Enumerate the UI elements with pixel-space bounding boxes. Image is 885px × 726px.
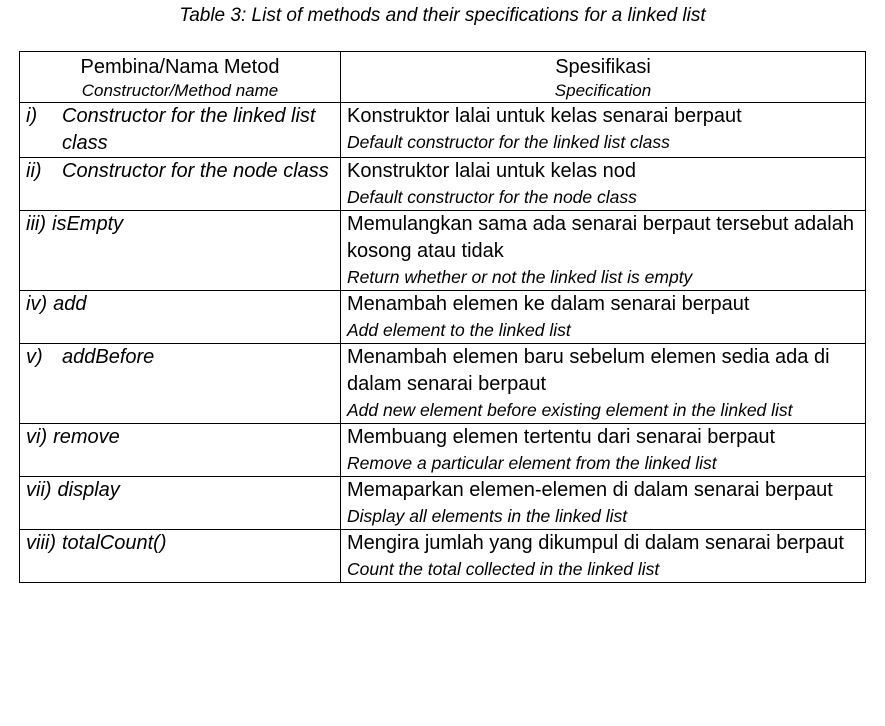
method-name: remove <box>53 426 120 448</box>
header-method-name <box>20 52 341 103</box>
header-specification-ms: Spesifikasi <box>555 56 651 78</box>
row-number: v) <box>26 346 43 368</box>
spec-malay: Konstruktor lalai untuk kelas nod <box>347 160 637 182</box>
table-row <box>20 211 866 291</box>
spec-cell <box>341 477 866 530</box>
spec-english: Return whether or not the linked list is empty <box>347 267 693 287</box>
table-header-row <box>20 52 866 103</box>
spec-english: Display all elements in the linked list <box>347 506 628 526</box>
method-cell <box>20 103 341 158</box>
spec-malay: Memulangkan sama ada senarai berpaut tersebut adalah kosong atau tidak <box>347 213 854 262</box>
spec-cell <box>341 344 866 424</box>
table-row <box>20 344 866 424</box>
table-caption: Table 3: List of methods and their specifications for a linked list <box>179 5 706 26</box>
header-specification <box>341 52 866 103</box>
row-number: vi) <box>26 426 48 448</box>
method-cell <box>20 477 341 530</box>
table-row <box>20 424 866 477</box>
row-number: viii) <box>26 532 56 554</box>
method-name: Constructor for the linked list class <box>62 105 316 154</box>
row-number: i) <box>26 105 38 127</box>
spec-malay: Mengira jumlah yang dikumpul di dalam senarai berpaut <box>347 532 844 554</box>
method-name: display <box>57 479 120 501</box>
spec-english: Default constructor for the node class <box>347 187 637 207</box>
method-cell <box>20 211 341 291</box>
spec-cell <box>341 158 866 211</box>
spec-english: Add new element before existing element in the linked list <box>347 400 793 420</box>
spec-english: Default constructor for the linked list class <box>347 132 670 152</box>
spec-cell <box>341 530 866 583</box>
spec-english: Remove a particular element from the linked list <box>347 453 717 473</box>
method-name: addBefore <box>62 346 155 368</box>
method-name: Constructor for the node class <box>62 160 329 182</box>
table-row <box>20 530 866 583</box>
spec-english: Count the total collected in the linked list <box>347 559 660 579</box>
methods-table <box>19 51 866 583</box>
header-specification-en: Specification <box>554 81 652 100</box>
row-number: ii) <box>26 160 42 182</box>
method-cell <box>20 344 341 424</box>
table-row <box>20 477 866 530</box>
method-cell <box>20 530 341 583</box>
spec-malay: Menambah elemen ke dalam senarai berpaut <box>347 293 750 315</box>
spec-malay: Menambah elemen baru sebelum elemen sedia ada di dalam senarai berpaut <box>347 346 830 395</box>
spec-cell <box>341 424 866 477</box>
row-number: iv) <box>26 293 48 315</box>
method-cell <box>20 291 341 344</box>
table-row <box>20 291 866 344</box>
spec-cell <box>341 211 866 291</box>
spec-malay: Membuang elemen tertentu dari senarai berpaut <box>347 426 776 448</box>
row-number: vii) <box>26 479 52 501</box>
method-cell <box>20 158 341 211</box>
spec-english: Add element to the linked list <box>347 320 571 340</box>
row-number: iii) <box>26 213 46 235</box>
header-method-name-ms: Pembina/Nama Metod <box>80 56 280 78</box>
spec-cell <box>341 103 866 158</box>
method-name: totalCount() <box>62 532 167 554</box>
spec-malay: Konstruktor lalai untuk kelas senarai berpaut <box>347 105 742 127</box>
spec-cell <box>341 291 866 344</box>
table-row <box>20 158 866 211</box>
method-cell <box>20 424 341 477</box>
header-method-name-en: Constructor/Method name <box>81 81 279 100</box>
table-row <box>20 103 866 158</box>
spec-malay: Memaparkan elemen-elemen di dalam senarai berpaut <box>347 479 833 501</box>
method-name: isEmpty <box>52 213 124 235</box>
method-name: add <box>53 293 87 315</box>
